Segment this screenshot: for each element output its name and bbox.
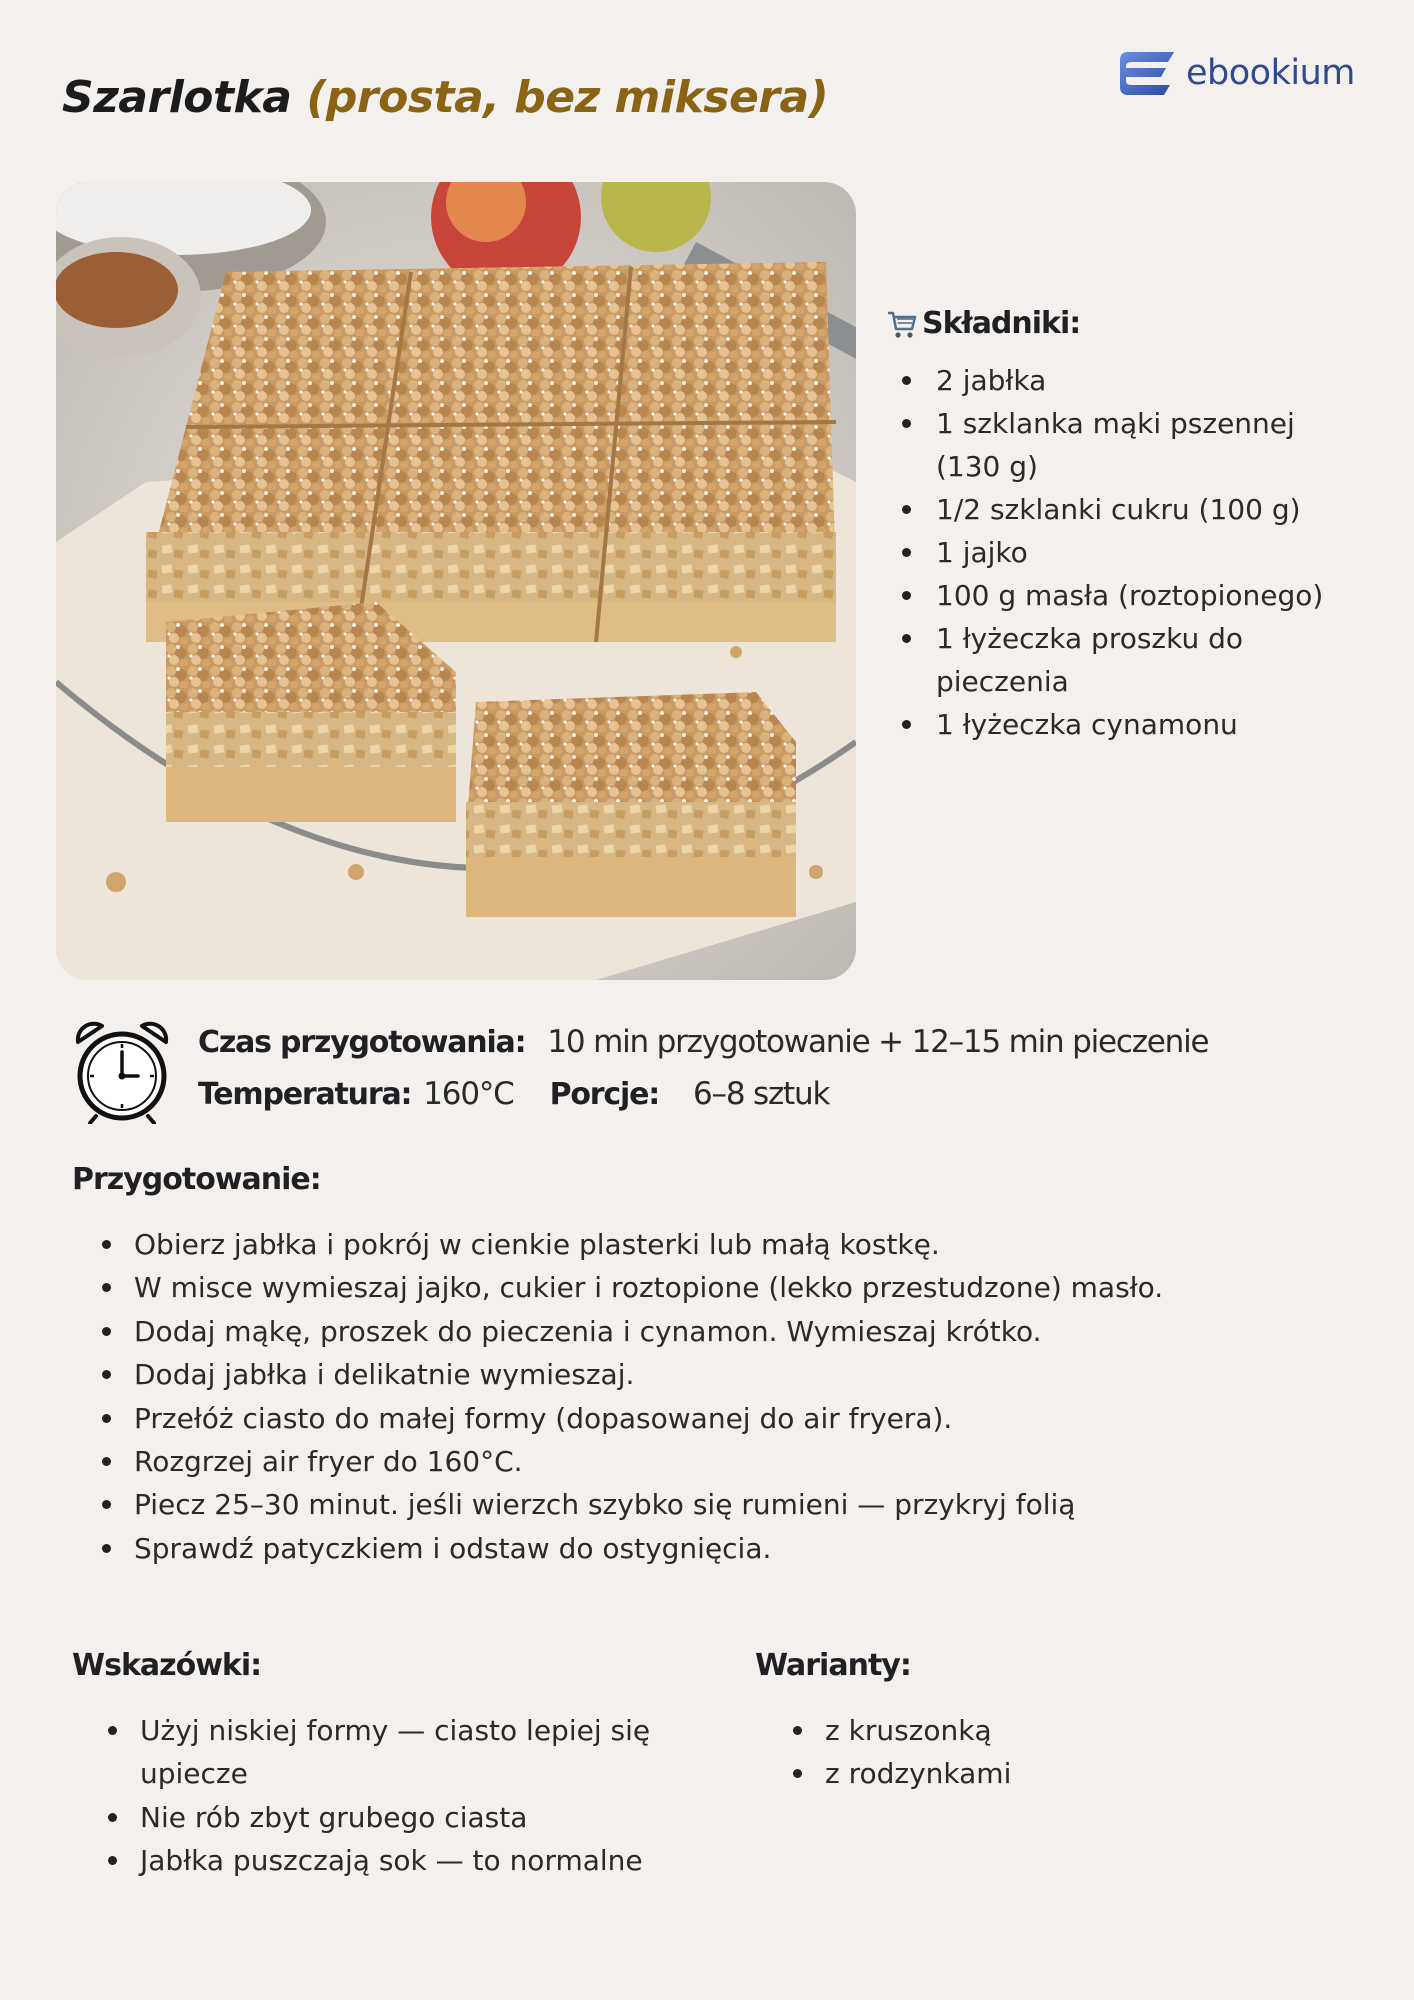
preparation-step: W misce wymieszaj jajko, cukier i roztopione (lekko przestudzone) masło. (72, 1266, 1352, 1309)
preparation-step: Dodaj jabłka i delikatnie wymieszaj. (72, 1353, 1352, 1396)
tips-section (72, 1648, 712, 1883)
ebookium-logo-icon (1118, 48, 1178, 98)
variant-item: z kruszonką (755, 1709, 1315, 1752)
ingredient-item: 1 szklanka mąki pszennej (130 g) (886, 402, 1356, 488)
prep-time-label: Czas przygotowania: (198, 1025, 526, 1060)
ingredient-item: 1 łyżeczka cynamonu (886, 703, 1356, 746)
ingredients-heading-text: Składniki: (922, 306, 1081, 341)
preparation-step: Dodaj mąkę, proszek do pieczenia i cynamon. Wymieszaj krótko. (72, 1310, 1352, 1353)
variant-item: z rodzynkami (755, 1752, 1315, 1795)
apple-crumble-cake-photo (56, 182, 856, 980)
preparation-step: Rozgrzej air fryer do 160°C. (72, 1440, 1352, 1483)
ingredient-item: 1 jajko (886, 531, 1356, 574)
temperature-label: Temperatura: (198, 1077, 412, 1112)
ebookium-logo[interactable] (1118, 48, 1355, 98)
shopping-cart-icon (886, 308, 918, 340)
alarm-clock-icon (72, 1020, 172, 1124)
ingredient-item: 2 jabłka (886, 359, 1356, 402)
preparation-heading: Przygotowanie: (72, 1162, 321, 1197)
ingredient-item: 1 łyżeczka proszku do pieczenia (886, 617, 1356, 703)
cake-photo (56, 182, 856, 980)
tip-item: Użyj niskiej formy — ciasto lepiej się upiecze (72, 1709, 712, 1796)
ingredient-item: 1/2 szklanki cukru (100 g) (886, 488, 1356, 531)
ingredients-list (886, 359, 1356, 746)
variants-list (755, 1709, 1315, 1796)
ingredient-item: 100 g masła (roztopionego) (886, 574, 1356, 617)
tips-heading: Wskazówki: (72, 1648, 262, 1683)
recipe-title-subtitle: (prosta, bez miksera) (306, 72, 829, 123)
recipe-title (62, 72, 828, 123)
ingredients-heading (886, 306, 1356, 341)
preparation-step: Obierz jabłka i pokrój w cienkie plasterki lub małą kostkę. (72, 1223, 1352, 1266)
logo-wordmark: ebookium (1186, 53, 1355, 93)
preparation-step: Sprawdź patyczkiem i odstaw do ostygnięcia. (72, 1527, 1352, 1570)
preparation-step: Piecz 25–30 minut. jeśli wierzch szybko się rumieni — przykryj folią (72, 1483, 1352, 1526)
tip-item: Nie rób zbyt grubego ciasta (72, 1796, 712, 1839)
temperature-value: 160°C (423, 1076, 514, 1112)
variants-section (755, 1648, 1315, 1796)
temp-portions-row (198, 1076, 829, 1112)
variants-heading: Warianty: (755, 1648, 911, 1683)
prep-time-row (198, 1024, 1208, 1060)
tip-item: Jabłka puszczają sok — to normalne (72, 1839, 712, 1882)
prep-time-value: 10 min przygotowanie + 12–15 min pieczenie (547, 1024, 1209, 1060)
portions-label: Porcje: (549, 1077, 660, 1112)
tips-list (72, 1709, 712, 1883)
ingredients-section (886, 306, 1356, 746)
portions-value: 6–8 sztuk (693, 1076, 830, 1112)
recipe-title-main: Szarlotka (62, 72, 307, 123)
preparation-section (72, 1162, 1352, 1570)
preparation-step: Przełóż ciasto do małej formy (dopasowanej do air fryera). (72, 1397, 1352, 1440)
recipe-info (72, 1012, 1272, 1132)
preparation-steps (72, 1223, 1352, 1570)
